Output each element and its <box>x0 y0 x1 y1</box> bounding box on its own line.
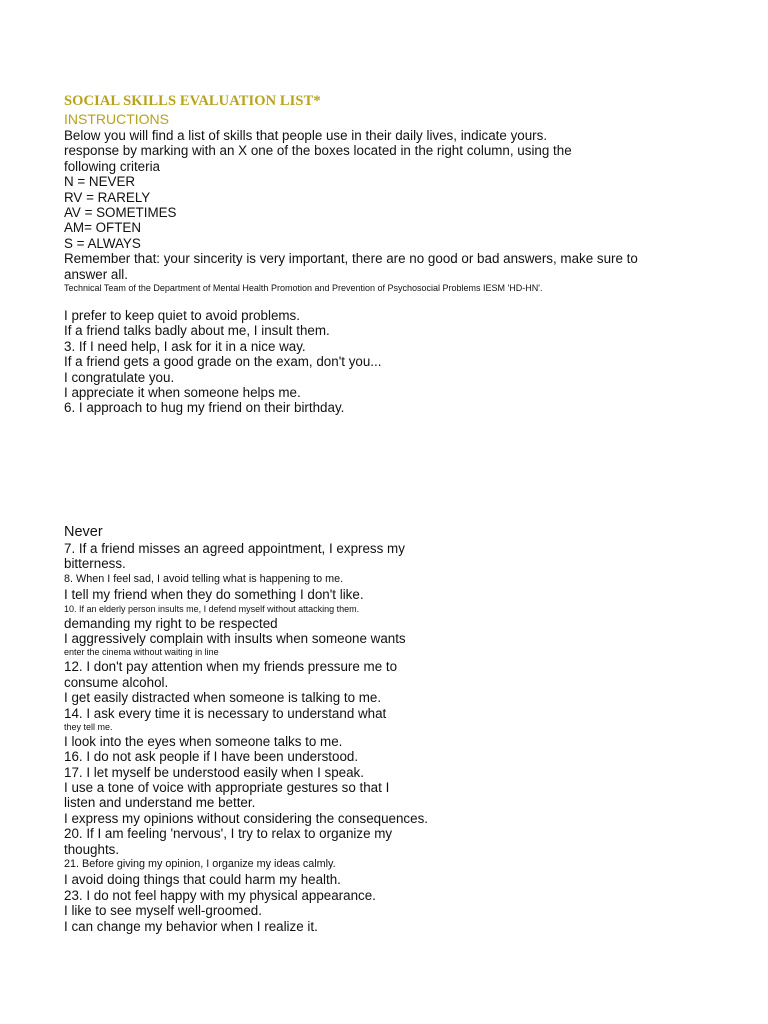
list-item: they tell me. <box>64 721 113 732</box>
list-item: I can change my behavior when I realize it. <box>64 918 318 934</box>
list-item: I tell my friend when they do something I don't like. <box>64 587 364 603</box>
list-item: 3. If I need help, I ask for it in a nice way. <box>64 338 306 354</box>
list-item: I congratulate you. <box>64 369 175 385</box>
list-item: 8. When I feel sad, I avoid telling what is happening to me. <box>64 572 344 585</box>
list-item: enter the cinema without waiting in line <box>64 647 219 658</box>
list-item: I appreciate it when someone helps me. <box>64 384 301 400</box>
list-item: thoughts. <box>64 841 120 857</box>
instruction-line: Below you will find a list of skills that people use in their daily lives, indicate yours. <box>64 128 548 143</box>
list-item: I express my opinions without considering the consequences. <box>64 810 428 826</box>
instruction-line: following criteria <box>64 158 161 174</box>
list-item: 20. If I am feeling 'nervous', I try to relax to organize my <box>64 826 393 842</box>
list-item: 10. If an elderly person insults me, I defend myself without attacking them. <box>64 603 360 614</box>
list-item: 21. Before giving my opinion, I organize my ideas calmly. <box>64 858 336 871</box>
items-group-1 <box>64 308 381 416</box>
instructions-heading: INSTRUCTIONS <box>64 111 169 127</box>
instruction-line: Remember that: your sincerity is very important, there are no good or bad answers, make sure to <box>64 251 638 267</box>
list-item: 14. I ask every time it is necessary to understand what <box>64 705 387 721</box>
list-item: 12. I don't pay attention when my friends pressure me to <box>64 659 398 675</box>
list-item: listen and understand me better. <box>64 795 256 811</box>
list-item: 23. I do not feel happy with my physical appearance. <box>64 887 376 903</box>
never-column-label: Never <box>64 524 103 540</box>
items-group-2 <box>64 541 428 934</box>
list-item: I prefer to keep quiet to avoid problems. <box>64 308 300 323</box>
document-title: SOCIAL SKILLS EVALUATION LIST* <box>64 93 321 109</box>
list-item: 7. If a friend misses an agreed appointment, I express my <box>64 541 405 556</box>
criteria-always: S = ALWAYS <box>64 235 141 251</box>
list-item: bitterness. <box>64 556 126 572</box>
criteria-often: AM= OFTEN <box>64 220 142 236</box>
list-item: I avoid doing things that could harm my health. <box>64 872 341 888</box>
list-item: I look into the eyes when someone talks to me. <box>64 733 343 749</box>
list-item: If a friend gets a good grade on the exam, don't you... <box>64 354 382 370</box>
list-item: I get easily distracted when someone is talking to me. <box>64 690 382 706</box>
list-item: 6. I approach to hug my friend on their birthday. <box>64 400 345 416</box>
criteria-never: N = NEVER <box>64 174 136 190</box>
instruction-line: answer all. <box>64 266 129 282</box>
instructions-block <box>64 128 638 295</box>
criteria-sometimes: AV = SOMETIMES <box>64 204 177 220</box>
list-item: I use a tone of voice with appropriate gestures so that I <box>64 780 390 796</box>
list-item: If a friend talks badly about me, I insult them. <box>64 323 330 339</box>
list-item: I aggressively complain with insults when someone wants <box>64 630 406 646</box>
credit-note: Technical Team of the Department of Mental Health Promotion and Prevention of Psychosocial Problems IESM 'HD-HN'. <box>64 282 543 293</box>
list-item: 16. I do not ask people if I have been understood. <box>64 749 359 765</box>
list-item: demanding my right to be respected <box>64 615 278 631</box>
criteria-rarely: RV = RARELY <box>64 189 151 205</box>
list-item: 17. I let myself be understood easily when I speak. <box>64 764 364 780</box>
instruction-line: response by marking with an X one of the boxes located in the right column, using the <box>64 143 572 159</box>
list-item: consume alcohol. <box>64 674 169 690</box>
list-item: I like to see myself well-groomed. <box>64 903 262 919</box>
